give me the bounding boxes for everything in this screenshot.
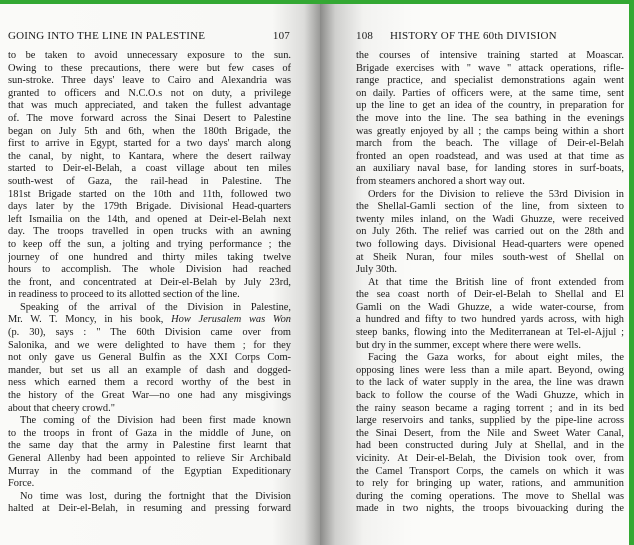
left-page-number: 107 — [272, 30, 290, 42]
text-line: hours to accomplish. The whole Division had reached — [8, 264, 291, 276]
text-line: the canal, by night, to Kantara, where the desert railway — [8, 150, 291, 162]
text-line: to rely for bringing up water, rations, and ammunition — [356, 478, 624, 490]
text-line: Gamli on the Wadi Ghuzze, a wide water-course, from — [356, 301, 624, 313]
text-line: Force. — [8, 478, 35, 490]
text-line: to the lack of water supply in the area, the line was drawn — [356, 377, 624, 389]
text-line: 181st Brigade started on the 10th and 11th, followed two — [8, 188, 291, 200]
text-line: started to Deir-el-Belah, a coast village about ten miles — [8, 163, 291, 175]
left-page-text — [8, 50, 291, 516]
text-line: during the coming operations. The move to Shellal was — [356, 490, 624, 502]
text-line: steep banks, flowing into the Mediterranean at Tel-el-Ajjul ; — [356, 327, 624, 339]
text-line: opposing lines were less than a mile apart. Beyond, owing — [356, 364, 624, 376]
text-line: journey of one hundred and thirty miles taking twelve — [8, 251, 291, 263]
text-line: July 30th. — [356, 264, 397, 276]
book-spread — [0, 4, 629, 545]
text-line: back to follow the course of the Wadi Ghuzze, which in — [356, 390, 624, 402]
text-line: twenty miles inland, on the Wadi Ghuzze, were received — [356, 213, 624, 225]
text-line: the front, and concentrated at Deir-el-Belah by July 23rd, — [8, 276, 291, 288]
text-line: sun-stroke. Three days' leave to Cairo and Alexandria was — [8, 75, 291, 87]
left-page — [0, 4, 320, 545]
text-line: up the line to get an idea of the country, in preparation for — [356, 100, 624, 112]
text-line: the Sinai Desert, from the Nile and Sweet Water Canal, — [356, 427, 624, 439]
text-line: (p. 30), says : " The 60th Division came over from — [8, 327, 291, 339]
text-line: Speaking of the arrival of the Division in Palestine, — [20, 301, 291, 313]
text-line: began on July 5th and 6th, when the 180th Brigade, the — [8, 125, 291, 137]
text-line: was greatly enjoyed by all ; the camps being within a short — [356, 125, 624, 137]
text-line: range practice, and specialist demonstrations again went — [356, 75, 624, 87]
text-line: about that cheery crowd." — [8, 402, 115, 414]
window-right-edge — [629, 0, 634, 545]
text-line: General Allenby had been appointed to relieve Sir Archibald — [8, 453, 291, 464]
text-line: to the troops in front of Gaza in the middle of June, on — [8, 427, 291, 439]
text-line: No time was lost, during the fortnight that the Division — [20, 490, 291, 502]
right-running-head: HISTORY OF THE 60th DIVISION — [390, 30, 557, 42]
text-line: left Ismailia on the 14th, and opened at Deir-el-Belah next — [8, 213, 291, 225]
text-line: the history of the Great War—no one had any misgivings — [8, 390, 291, 402]
text-line: large reservoirs and tanks, supplied by the pipe-line across — [356, 415, 624, 427]
text-line: on daily. Parties of officers were, at the same time, sent — [356, 87, 624, 99]
text-line: the same day that the army in Palestine first learnt that — [8, 440, 291, 452]
text-line: had been constructed during July at Shellal, and in the — [356, 440, 624, 452]
text-line: made in two nights, the troops bivouacking during the — [356, 503, 624, 515]
text-line: ness which earned them a record worthy of the best in — [8, 377, 291, 389]
right-page-number: 108 — [356, 30, 374, 42]
text-line: two following days. Divisional Head-quarters were opened — [356, 238, 624, 250]
text-line: the rainy season became a raging torrent ; and in its bed — [356, 402, 624, 414]
text-line: Orders for the Division to relieve the 53rd Division in — [368, 188, 624, 200]
text-line: The coming of the Division had been first made known — [20, 415, 291, 427]
text-line: fronted an open roadstead, and was used at that time as — [356, 150, 624, 162]
text-line: an auxiliary naval base, for landing stores in surf-boats, — [356, 163, 624, 175]
text-line: the Shellal-Gamli section of the line, from sixteen to — [356, 201, 624, 213]
text-line: south-west of Gaza, the rail-head in Palestine. The — [8, 175, 291, 187]
text-line: halted at Deir-el-Belah, in resuming and pressing forward — [8, 503, 291, 515]
text-line: Owing to these precautions, there were but few cases of — [8, 62, 291, 74]
text-line: the Camel Transport Corps, the camels on which it was — [356, 465, 624, 477]
text-line: but dry in the summer, except where there were wells. — [356, 339, 581, 351]
text-line: first to arrive in Egypt, started for a two days' march along — [8, 138, 291, 150]
text-line: not only gave us General Bulfin as the XXI Corps Com- — [8, 352, 291, 364]
text-line: vicinity. At Deir-el-Belah, the Division took over, from — [356, 453, 624, 464]
text-line: Brigade exercises with " wave " attack operations, rifle- — [356, 62, 624, 74]
text-line: Murray in the command of the Egyptian Expeditionary — [8, 465, 291, 477]
text-line: Salonika, and we were delighted to have them ; for they — [8, 339, 291, 351]
text-line: from steamers anchored a short way out. — [356, 175, 525, 187]
text-line: granted to officers and N.C.O.s not on duty, a privilege — [8, 87, 291, 99]
book-title-italic: How Jerusalem was Won — [171, 314, 291, 326]
text-line: a hundred and fifty to two hundred yards across, with high — [356, 314, 624, 326]
left-running-head: GOING INTO THE LINE IN PALESTINE — [8, 30, 206, 42]
right-page-text — [356, 50, 624, 516]
text-line: mander, but set us all an example of dash and dogged- — [8, 364, 291, 376]
text-line: day. The troops travelled in open trucks with an awning — [8, 226, 291, 238]
right-page — [320, 4, 629, 545]
text-line: of. The move forward across the Sinai Desert to Palestine — [8, 112, 291, 124]
text-line: the move into the line. The sea bathing in the evenings — [356, 112, 624, 124]
text-line: to keep off the sun, a jolting and trying performance ; the — [8, 238, 291, 250]
text-line: on July 26th. The relief was carried out on the 28th and — [356, 226, 624, 238]
text-line: to be taken to avoid unnecessary exposure to the sun. — [8, 50, 291, 61]
text-line: Facing the Gaza works, for about eight miles, the — [368, 352, 624, 364]
text-line: At that time the British line of front extended from — [368, 276, 624, 288]
text-line: the courses of intensive training started at Moascar. — [356, 50, 624, 61]
text-line: at Sheik Nuran, four miles south-west of Shellal on — [356, 251, 624, 263]
text-line: the sea coast north of Deir-el-Belah to Shellal and El — [356, 289, 624, 301]
text-line: Mr. W. T. Moncy, in his book, How Jerusalem was Won — [8, 314, 291, 326]
text-line: march from the beach. The village of Deir-el-Belah — [356, 138, 624, 150]
text-line: days later by the 179th Brigade. Divisional Head-quarters — [8, 201, 291, 213]
text-line: that was much appreciated, and taken the fullest advantage — [8, 100, 291, 112]
text-line: in readiness to proceed to its allotted section of the line. — [8, 289, 240, 301]
